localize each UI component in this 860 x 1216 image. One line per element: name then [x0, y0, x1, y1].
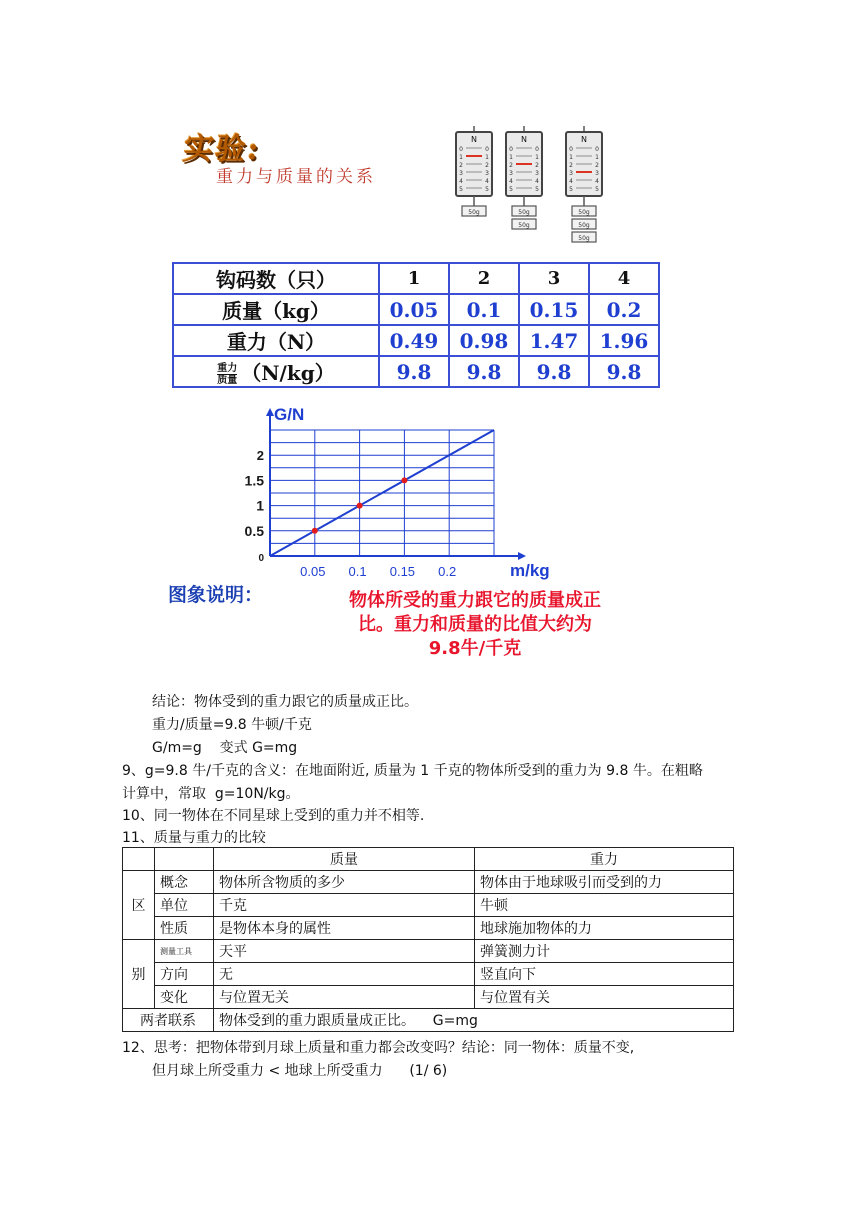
experiment-subtitle: 重力与质量的关系	[216, 167, 376, 187]
y-tick-label: 0.5	[244, 522, 264, 539]
scale-tick-label: 0	[485, 146, 489, 153]
scale-tick-label: 1	[485, 154, 489, 161]
graph-caption-line: 比。重力和质量的比值大约为	[358, 614, 592, 635]
table-cell: 0.49	[379, 325, 449, 356]
x-tick-label: 0.2	[438, 564, 457, 579]
scale-tick-label: 2	[595, 162, 599, 169]
x-axis-arrow	[518, 552, 526, 560]
scale-tick-label: 1	[595, 154, 599, 161]
ratio-text: 重力/质量=9.8 牛顿/千克	[152, 717, 312, 733]
table-row	[123, 848, 734, 871]
item-9-line1: 9、g=9.8 牛/千克的含义：在地面附近, 质量为 1 千克的物体所受到的重力为 9.8 牛。在粗略	[122, 763, 703, 779]
table-row	[173, 294, 659, 325]
y-axis-label: G/N	[274, 405, 305, 424]
graph-caption-label: 图象说明：	[168, 584, 264, 606]
scale-tick-label: 5	[595, 186, 599, 193]
group-label-top: 区	[123, 871, 155, 940]
row-label-count: 钩码数（只）	[173, 263, 379, 294]
y-tick-label: 0	[258, 553, 264, 564]
mass-cell: 物体所含物质的多少	[214, 871, 475, 894]
formula-text: G/m=g 变式 G=mg	[152, 740, 298, 756]
table-cell: 0.98	[449, 325, 519, 356]
scale-tick-label: 5	[509, 186, 513, 193]
table-cell: 0.15	[519, 294, 589, 325]
group-label-bottom: 别	[123, 940, 155, 1009]
gravity-mass-chart	[226, 400, 586, 582]
data-point	[401, 477, 407, 483]
row-label-mass: 质量（kg）	[173, 294, 379, 325]
mass-cell: 与位置无关	[214, 986, 475, 1009]
table-row	[123, 963, 734, 986]
scale-unit-label: N	[581, 135, 587, 144]
scale-tick-label: 3	[485, 170, 489, 177]
row-item: 方向	[155, 963, 214, 986]
scale-tick-label: 3	[459, 170, 463, 177]
scale-tick-label: 1	[509, 154, 513, 161]
weight-label: 50g	[578, 222, 590, 229]
mass-cell: 是物体本身的属性	[214, 917, 475, 940]
mass-cell: 千克	[214, 894, 475, 917]
data-table	[172, 262, 660, 388]
scale-tick-label: 3	[595, 170, 599, 177]
table-row	[123, 940, 734, 963]
header-gravity: 重力	[475, 848, 734, 871]
table-cell: 1.96	[589, 325, 659, 356]
x-axis-label: m/kg	[510, 561, 550, 580]
weight-label: 50g	[578, 235, 590, 242]
x-tick-label: 0.1	[348, 564, 367, 579]
scale-tick-label: 2	[509, 162, 513, 169]
scale-unit-label: N	[471, 135, 477, 144]
experiment-title: 实验:	[181, 132, 264, 167]
x-tick-label: 0.05	[300, 564, 326, 579]
scale-tick-label: 1	[569, 154, 573, 161]
table-cell: 0.05	[379, 294, 449, 325]
item-12-line1: 12、思考：把物体带到月球上质量和重力都会改变吗？结论：同一物体：质量不变,	[122, 1040, 635, 1056]
gravity-cell: 地球施加物体的力	[475, 917, 734, 940]
scale-tick-label: 2	[459, 162, 463, 169]
fraction-denominator: 质量	[217, 375, 238, 386]
comparison-table	[122, 847, 734, 1032]
item-12-line2: 但月球上所受重力 < 地球上所受重力 (1/ 6)	[152, 1063, 448, 1079]
row-item: 性质	[155, 917, 214, 940]
scale-tick-label: 4	[569, 178, 573, 185]
gravity-cell: 弹簧测力计	[475, 940, 734, 963]
table-cell: 9.8	[519, 356, 589, 387]
table-cell: 9.8	[589, 356, 659, 387]
row-item: 单位	[155, 894, 214, 917]
scale-tick-label: 4	[485, 178, 489, 185]
table-row	[123, 917, 734, 940]
scale-unit-label: N	[521, 135, 527, 144]
table-cell: 2	[449, 263, 519, 294]
gravity-cell: 牛顿	[475, 894, 734, 917]
row-label-ratio	[173, 356, 379, 387]
weight-label: 50g	[578, 209, 590, 216]
scale-tick-label: 4	[509, 178, 513, 185]
spring-scales-illustration	[450, 126, 620, 252]
row-item: 测量工具	[155, 940, 214, 963]
ratio-unit: （N/kg）	[241, 361, 335, 385]
weight-label: 50g	[518, 222, 530, 229]
graph-caption-line: 9.8牛/千克	[428, 638, 522, 659]
table-row	[173, 263, 659, 294]
table-row	[123, 871, 734, 894]
data-point	[357, 503, 363, 509]
row-label-gravity: 重力（N）	[173, 325, 379, 356]
scale-tick-label: 0	[595, 146, 599, 153]
y-tick-label: 2	[256, 448, 264, 464]
table-cell: 0.1	[449, 294, 519, 325]
relation-label: 两者联系	[123, 1009, 214, 1032]
scale-tick-label: 3	[569, 170, 573, 177]
scale-tick-label: 5	[535, 186, 539, 193]
x-tick-label: 0.15	[389, 564, 416, 579]
ratio-fraction	[217, 363, 237, 386]
gravity-cell: 物体由于地球吸引而受到的力	[475, 871, 734, 894]
table-cell: 1	[379, 263, 449, 294]
row-item: 概念	[155, 871, 214, 894]
table-cell: 4	[589, 263, 659, 294]
table-row	[123, 894, 734, 917]
item-9-line2: 计算中，常取 g=10N/kg。	[122, 786, 300, 802]
scale-tick-label: 0	[509, 146, 513, 153]
scale-tick-label: 3	[535, 170, 539, 177]
gravity-cell: 竖直向下	[475, 963, 734, 986]
graph-caption-line: 物体所受的重力跟它的质量成正	[349, 590, 601, 611]
y-tick-label: 1	[256, 497, 264, 514]
table-cell: 3	[519, 263, 589, 294]
relation-value: 物体受到的重力跟质量成正比。 G=mg	[214, 1009, 734, 1032]
y-tick-label: 1.5	[244, 472, 264, 489]
weight-label: 50g	[468, 209, 480, 216]
table-cell	[155, 848, 214, 871]
weight-label: 50g	[518, 209, 530, 216]
scale-tick-label: 1	[459, 154, 463, 161]
header-mass: 质量	[214, 848, 475, 871]
table-cell: 9.8	[449, 356, 519, 387]
scale-tick-label: 5	[459, 186, 463, 193]
table-row	[173, 325, 659, 356]
fraction-numerator: 重力	[217, 363, 238, 374]
table-row	[173, 356, 659, 387]
mass-cell: 天平	[214, 940, 475, 963]
gravity-cell: 与位置有关	[475, 986, 734, 1009]
table-cell: 1.47	[519, 325, 589, 356]
table-row	[123, 1009, 734, 1032]
scale-tick-label: 0	[535, 146, 539, 153]
scale-tick-label: 0	[569, 146, 573, 153]
scale-tick-label: 1	[535, 154, 539, 161]
scale-tick-label: 2	[569, 162, 573, 169]
row-item: 变化	[155, 986, 214, 1009]
table-cell	[123, 848, 155, 871]
item-10: 10、同一物体在不同星球上受到的重力并不相等.	[122, 808, 425, 824]
conclusion-text: 结论：物体受到的重力跟它的质量成正比。	[152, 694, 418, 710]
mass-cell: 无	[214, 963, 475, 986]
table-cell: 9.8	[379, 356, 449, 387]
scale-tick-label: 0	[459, 146, 463, 153]
y-axis-arrow	[266, 408, 274, 416]
scale-tick-label: 2	[535, 162, 539, 169]
scale-tick-label: 4	[595, 178, 599, 185]
scale-tick-label: 5	[569, 186, 573, 193]
scale-tick-label: 4	[535, 178, 539, 185]
scale-tick-label: 2	[485, 162, 489, 169]
table-cell: 0.2	[589, 294, 659, 325]
scale-tick-label: 3	[509, 170, 513, 177]
table-row	[123, 986, 734, 1009]
scale-tick-label: 4	[459, 178, 463, 185]
item-11: 11、质量与重力的比较	[122, 830, 266, 846]
data-point	[312, 528, 318, 534]
scale-tick-label: 5	[485, 186, 489, 193]
